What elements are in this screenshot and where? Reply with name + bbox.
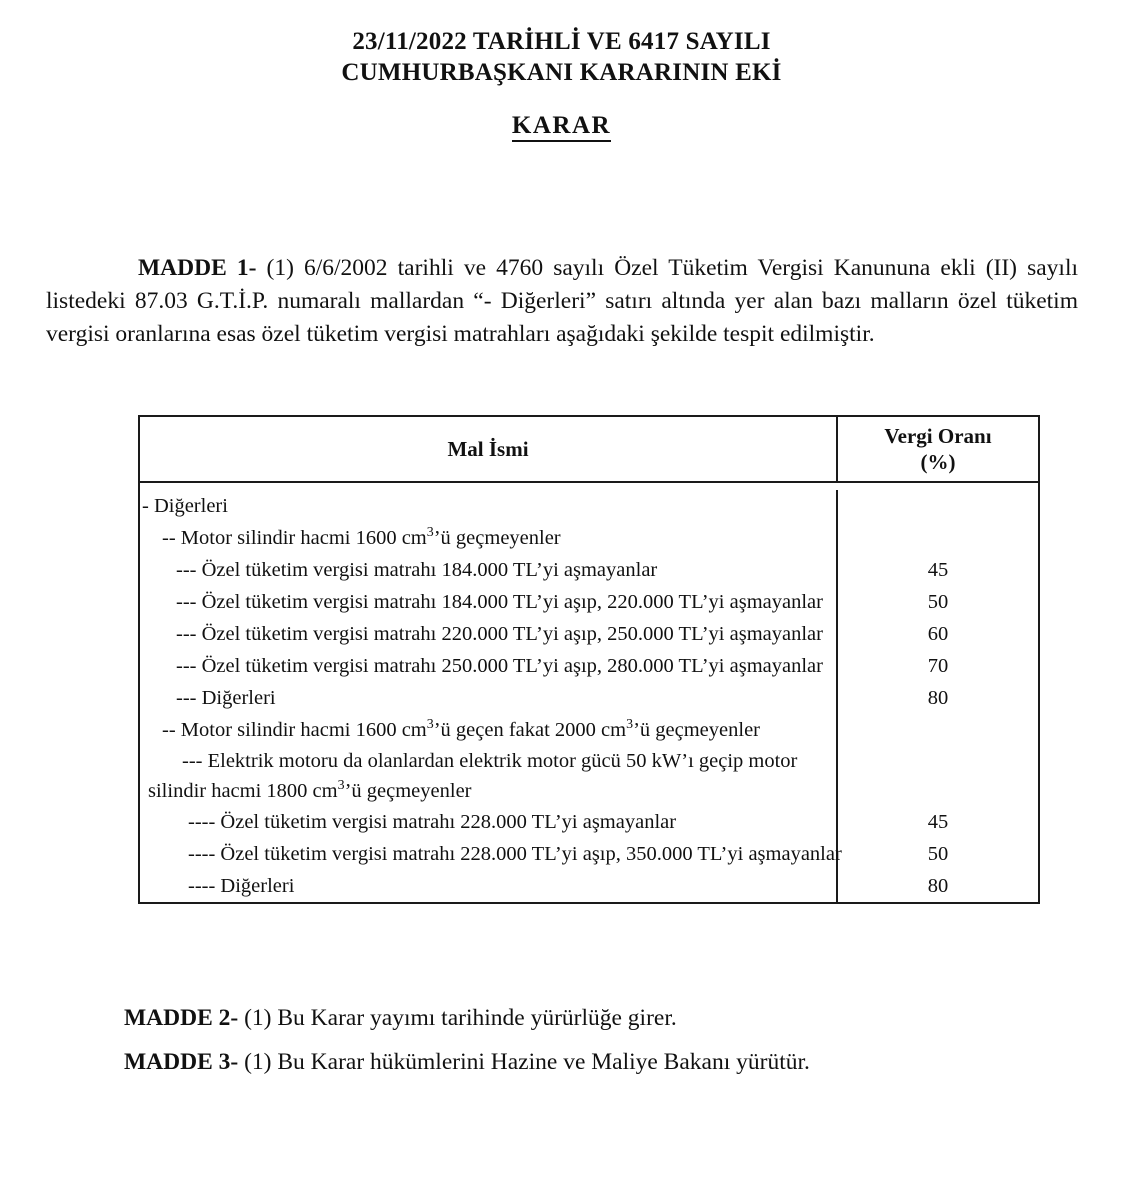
table-row [140, 522, 1038, 554]
table-cell-vergi-orani [838, 522, 1038, 554]
table-cell-mal-ismi: --- Diğerleri [140, 682, 838, 714]
table-cell-vergi-orani [838, 746, 1038, 806]
table-cell-vergi-orani: 80 [927, 875, 949, 897]
madde-1-text: (1) 6/6/2002 tarihli ve 4760 sayılı Özel Tüketim Vergisi Kanununa ekli (II) sayılı listedeki 87.03 G.T.İ.P. numaralı mallardan “- Diğerleri” satırı altında yer alan bazı malların özel tüketim vergisi oranlarına esas özel tüketim vergisi matrahları aşağıdaki şekilde tespit edilmiştir. [46, 254, 1079, 347]
column-header-vergi-orani [838, 417, 1038, 481]
table-cell-mal-ismi: --- Özel tüketim vergisi matrahı 184.000 TL’yi aşıp, 220.000 TL’yi aşmayanlar [140, 586, 838, 618]
table-cell-vergi-orani: 80 [927, 687, 949, 709]
table-cell-mal-ismi: --- Elektrik motoru da olanlardan elektrik motor gücü 50 kW’ı geçip motor silindir hacmi 1800 $cm^3’ü$ geçmeyenler [140, 746, 838, 806]
madde-1-label: MADDE 1- [138, 254, 257, 281]
table-cell-mal-ismi: --- Özel tüketim vergisi matrahı 184.000 TL’yi aşmayanlar [140, 554, 838, 586]
table-cell-mal-ismi: ---- Özel tüketim vergisi matrahı 228.000 TL’yi aşmayanlar [140, 806, 838, 838]
tax-rate-table [138, 415, 1040, 904]
document-title-line-2: CUMHURBAŞKANI KARARININ EKİ [341, 59, 782, 86]
table-cell-mal-ismi: --- Özel tüketim vergisi matrahı 250.000 TL’yi aşıp, 280.000 TL’yi aşmayanlar [140, 650, 838, 682]
table-row [140, 554, 1038, 586]
table-cell-vergi-orani: 60 [927, 623, 949, 645]
table-cell-vergi-orani: 50 [927, 843, 949, 865]
document-title [0, 26, 1123, 88]
table-cell-vergi-orani: 45 [927, 559, 949, 581]
table-row [140, 714, 1038, 746]
karar-heading-text: KARAR [512, 112, 611, 142]
madde-3-label: MADDE 3- [124, 1048, 239, 1075]
table-cell-vergi-orani: 70 [927, 655, 949, 677]
table-row [140, 650, 1038, 682]
document-title-line-1: 23/11/2022 TARİHLİ VE 6417 SAYILI [352, 28, 771, 55]
table-row [140, 682, 1038, 714]
madde-2-label: MADDE 2- [124, 1004, 239, 1031]
table-cell-vergi-orani [838, 714, 1038, 746]
madde-2-text: (1) Bu Karar yayımı tarihinde yürürlüğe girer. [238, 1004, 677, 1031]
table-row [140, 490, 1038, 522]
table-cell-mal-ismi: -- Motor silindir hacmi 1600 $cm^3’ü$ geçen fakat 2000 $cm^3’ü$ geçmeyenler [140, 714, 838, 746]
table-cell-vergi-orani: 45 [927, 811, 949, 833]
table-cell-mal-ismi: --- Özel tüketim vergisi matrahı 220.000 TL’yi aşıp, 250.000 TL’yi aşmayanlar [140, 618, 838, 650]
madde-1-paragraph [46, 252, 1078, 351]
table-row [140, 870, 1038, 902]
table-row [140, 838, 1038, 870]
table-cell-vergi-orani [838, 490, 1038, 522]
table-header-row [140, 417, 1038, 483]
madde-3-text: (1) Bu Karar hükümlerini Hazine ve Maliye Bakanı yürütür. [238, 1048, 810, 1075]
table-cell-mal-ismi: ---- Diğerleri [140, 870, 838, 902]
table-cell-mal-ismi: -- Motor silindir hacmi 1600 $cm^3’ü$ geçmeyenler [140, 522, 838, 554]
table-row [140, 586, 1038, 618]
column-header-mal-ismi: Mal İsmi [140, 417, 838, 481]
table-cell-mal-ismi: ---- Özel tüketim vergisi matrahı 228.000 TL’yi aşıp, 350.000 TL’yi aşmayanlar [140, 838, 838, 870]
madde-2-paragraph [124, 1002, 677, 1034]
column-header-vergi-orani-line-1: Vergi Oranı [884, 424, 992, 448]
karar-heading [0, 112, 1123, 140]
column-header-vergi-orani-line-2: (%) [920, 450, 956, 474]
table-row [140, 746, 1038, 806]
madde-3-paragraph [124, 1046, 810, 1078]
table-cell-vergi-orani: 50 [927, 591, 949, 613]
table-cell-mal-ismi: - Diğerleri [140, 490, 838, 522]
table-row [140, 618, 1038, 650]
table-body [140, 490, 1038, 902]
table-row [140, 806, 1038, 838]
